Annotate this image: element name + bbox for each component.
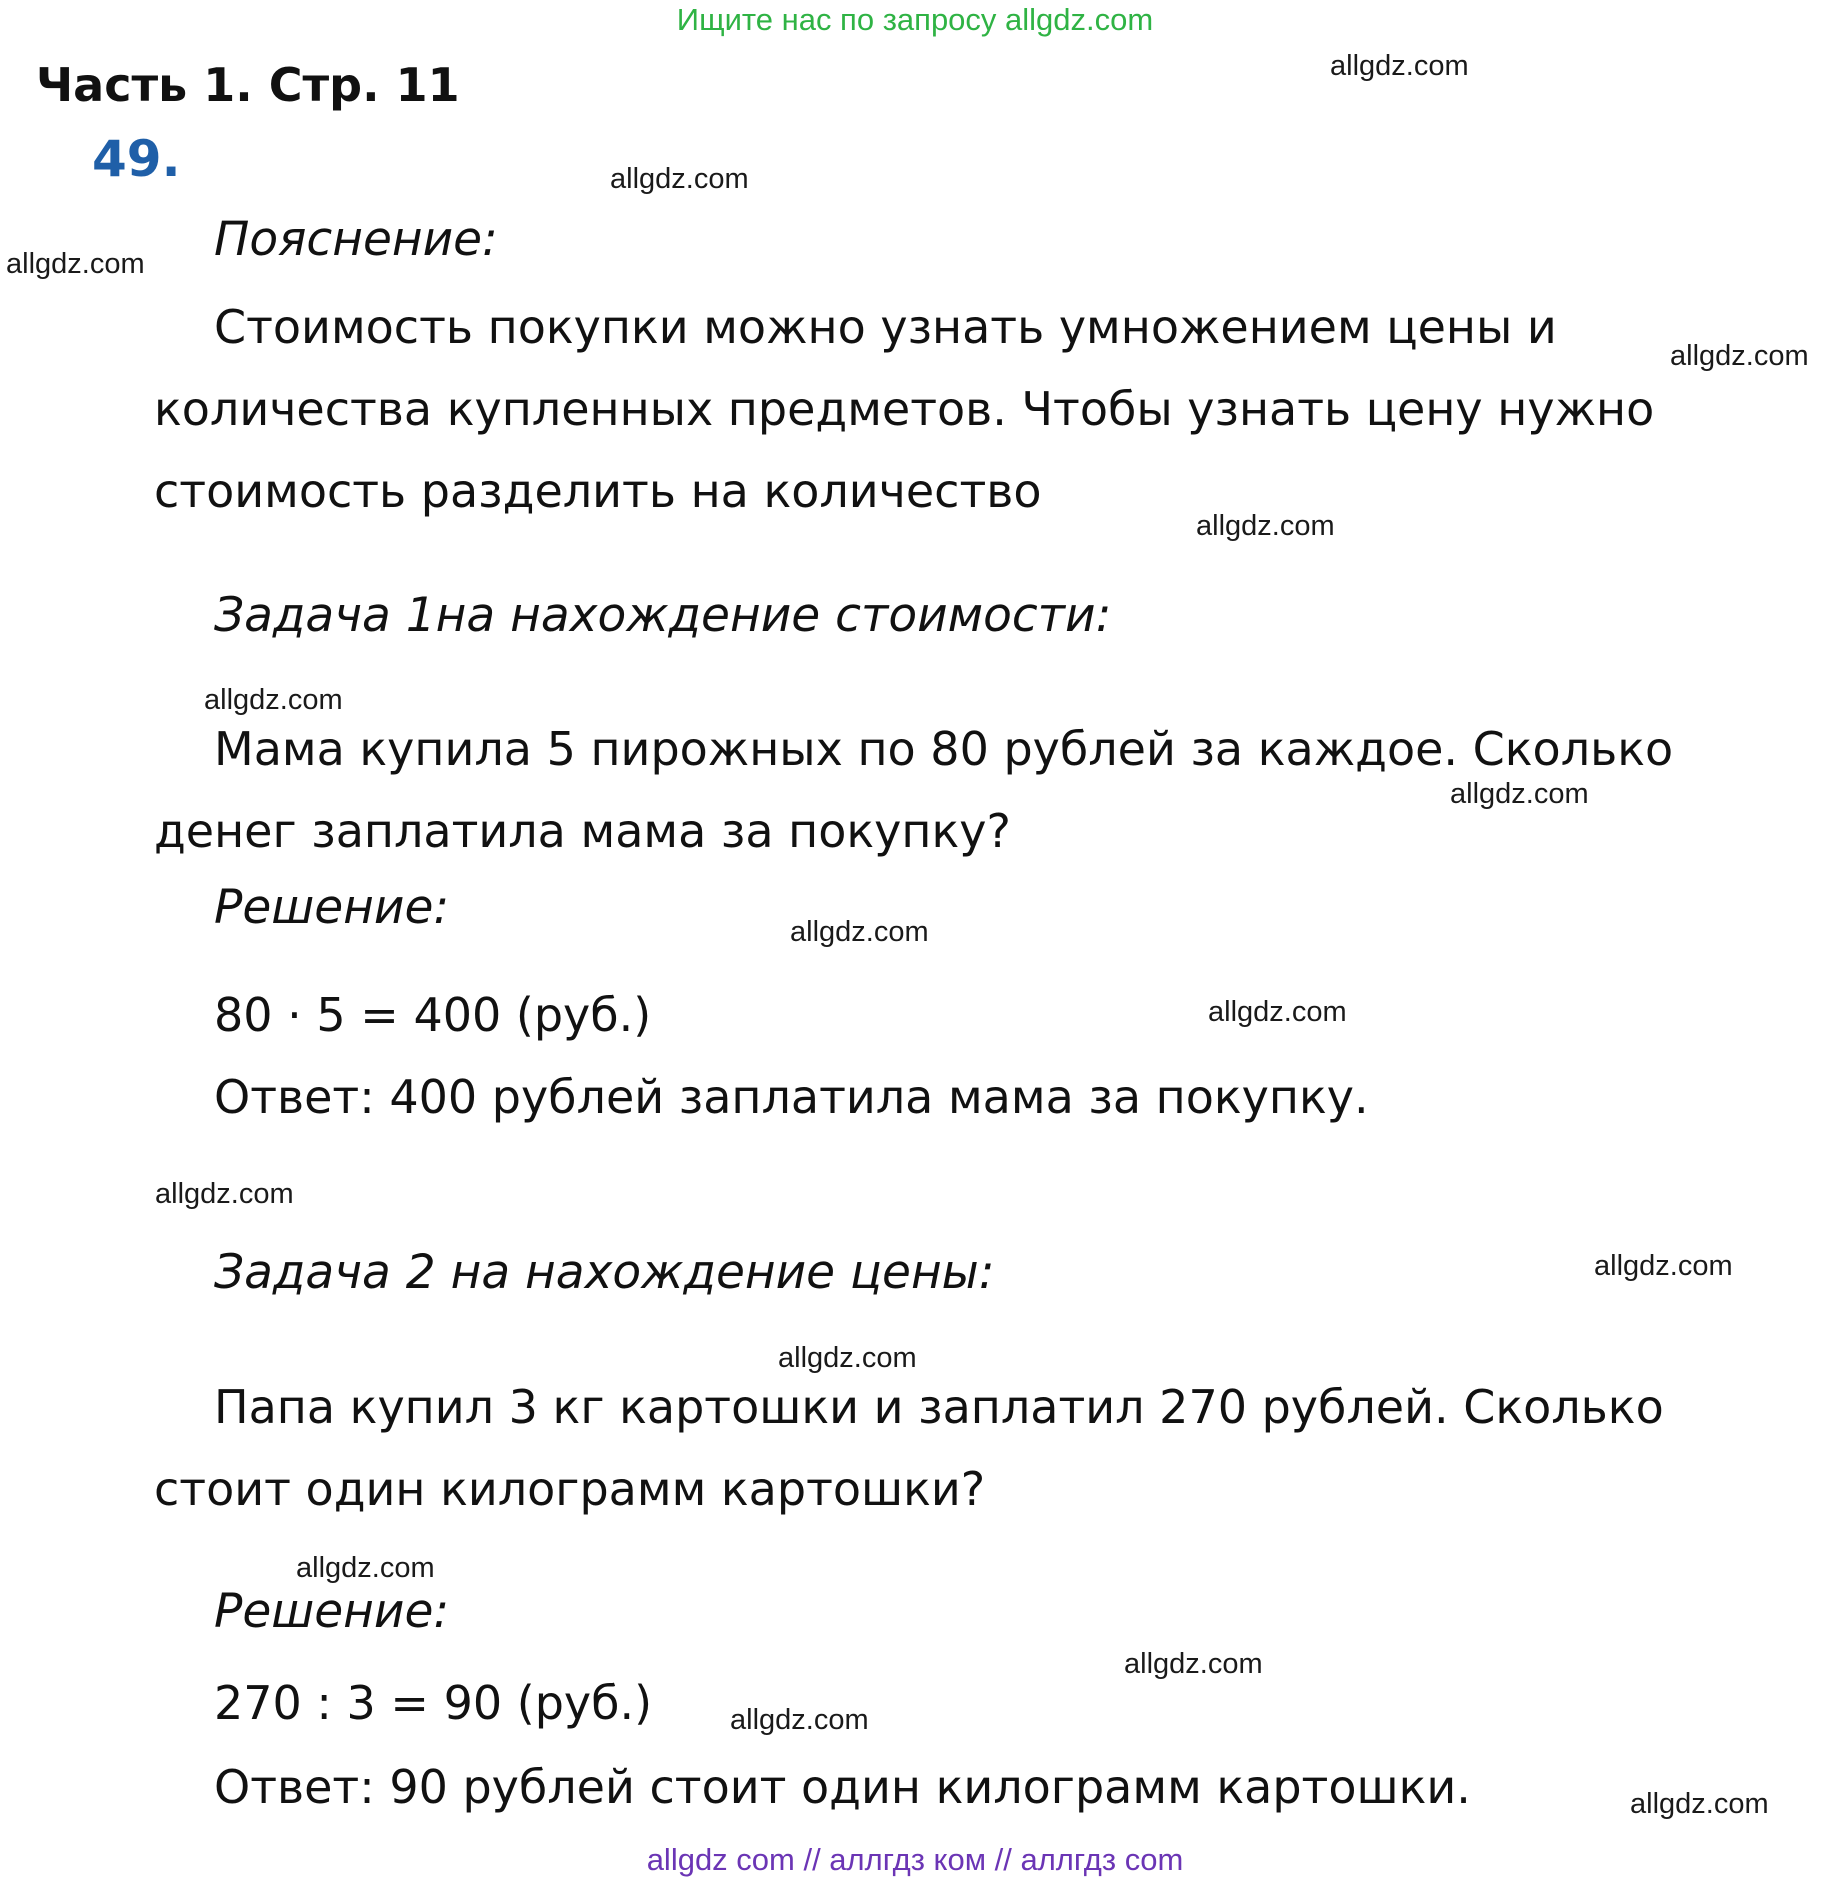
- watermark: allgdz.com: [1670, 340, 1809, 372]
- task2-solution-label: Решение:: [214, 1584, 450, 1639]
- task2-title: Задача 2 на нахождение цены:: [214, 1245, 995, 1300]
- watermark: allgdz.com: [296, 1552, 435, 1584]
- watermark: allgdz.com: [1630, 1788, 1769, 1820]
- task1-text: Мама купила 5 пирожных по 80 рублей за каждое. Сколько денег заплатила мама за покупку?: [154, 722, 1674, 858]
- task-number: 49.: [92, 130, 181, 188]
- watermark: allgdz.com: [610, 163, 749, 195]
- task1-solution-label: Решение:: [214, 880, 450, 935]
- task2-text: Папа купил 3 кг картошки и заплатил 270 рублей. Сколько стоит один килограмм картошки?: [154, 1380, 1664, 1516]
- watermark: allgdz.com: [155, 1178, 294, 1210]
- task2-answer: Ответ: 90 рублей стоит один килограмм картошки.: [214, 1760, 1471, 1814]
- footer-watermark: allgdz com // аллгдз ком // аллгдз com: [646, 1842, 1184, 1877]
- watermark: allgdz.com: [778, 1342, 917, 1374]
- watermark: allgdz.com: [1330, 50, 1469, 82]
- page-heading: Часть 1. Стр. 11: [36, 58, 460, 112]
- watermark: allgdz.com: [1450, 778, 1589, 810]
- watermark: allgdz.com: [1196, 510, 1335, 542]
- watermark: allgdz.com: [1594, 1250, 1733, 1282]
- watermark: allgdz.com: [204, 684, 343, 716]
- top-banner: Ищите нас по запросу allgdz.com: [676, 2, 1154, 37]
- task1-answer: Ответ: 400 рублей заплатила мама за покупку.: [214, 1070, 1369, 1124]
- task1-equation: 80 · 5 = 400 (руб.): [214, 988, 652, 1042]
- watermark: allgdz.com: [790, 916, 929, 948]
- explanation-text: Стоимость покупки можно узнать умножением цены и количества купленных предметов. Чтобы узнать цену нужно стоимость разделить на количество: [154, 300, 1655, 518]
- watermark: allgdz.com: [1208, 996, 1347, 1028]
- watermark: allgdz.com: [6, 248, 145, 280]
- task1-title: Задача 1на нахождение стоимости:: [214, 588, 1112, 643]
- explanation-label: Пояснение:: [214, 212, 498, 267]
- watermark: allgdz.com: [1124, 1648, 1263, 1680]
- watermark: allgdz.com: [730, 1704, 869, 1736]
- task2-equation: 270 : 3 = 90 (руб.): [214, 1676, 653, 1730]
